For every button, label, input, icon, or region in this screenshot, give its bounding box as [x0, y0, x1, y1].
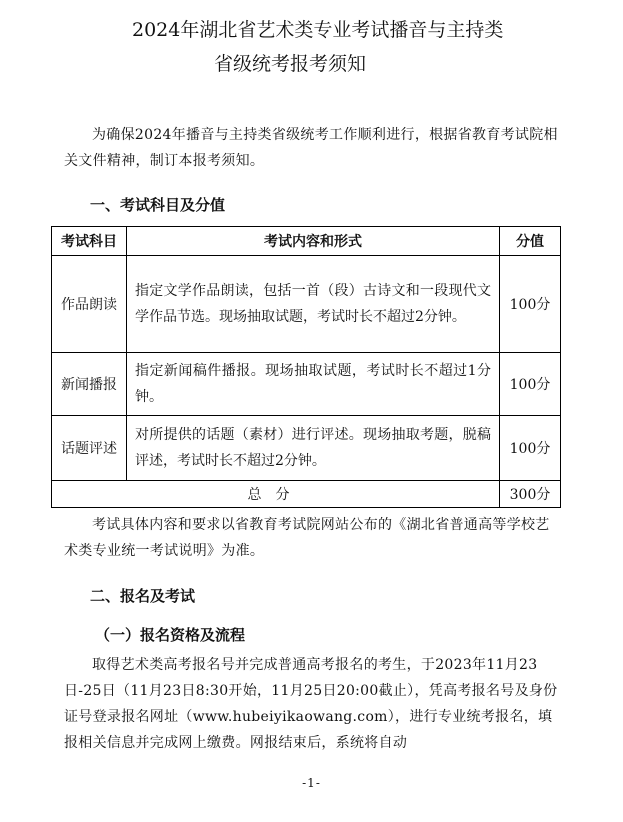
- intro-paragraph: 为确保2024年播音与主持类省级统考工作顺利进行，根据省教育考试院相关文件精神，制订本报考须知。: [64, 127, 558, 169]
- score-cell: 100分: [500, 353, 561, 416]
- subsection-heading: （一）报名资格及流程: [95, 626, 246, 644]
- table-header-cell: 考试科目: [52, 227, 127, 256]
- subject-cell: 新闻播报: [52, 353, 127, 416]
- total-score-cell: 300分: [500, 481, 561, 508]
- registration-paragraph: 取得艺术类高考报名号并完成普通高考报名的考生，于2023年11月23日-25日（11月23日8:30开始，11月25日20:00截止），凭高考报名号及身份证号登录报名网址（www.hubeiyikaowang.com），进行专业统考报名，填报相关信息并完成网上缴费。网报结束后，系统将自动: [64, 657, 558, 751]
- content-cell: 指定文学作品朗读，包括一首（段）古诗文和一段现代文学作品节选。现场抽取试题，考试时长不超过2分钟。: [127, 256, 500, 353]
- table-row: [52, 256, 561, 353]
- table-total-row: [52, 481, 561, 508]
- table-row: [52, 353, 561, 416]
- score-cell: 100分: [500, 416, 561, 481]
- score-cell: 100分: [500, 256, 561, 353]
- table-header-cell: 分值: [500, 227, 561, 256]
- title-line1-text: 2024年湖北省艺术类专业考试播音与主持类: [132, 19, 504, 41]
- content-cell: 对所提供的话题（素材）进行评述。现场抽取考题，脱稿评述，考试时长不超过2分钟。: [127, 416, 500, 481]
- subject-cell: 作品朗读: [52, 256, 127, 353]
- total-label-cell: 总分: [52, 481, 500, 508]
- table-row: [52, 416, 561, 481]
- exam-subjects-table: [51, 226, 561, 508]
- subject-cell: 话题评述: [52, 416, 127, 481]
- section1-heading: 一、考试科目及分值: [90, 196, 226, 214]
- section2-heading: 二、报名及考试: [90, 587, 196, 605]
- table-header-row: [52, 227, 561, 256]
- exam-note-paragraph: 考试具体内容和要求以省教育考试院网站公布的《湖北省普通高等学校艺术类专业统一考试说明》为准。: [64, 517, 550, 559]
- table-header-cell: 考试内容和形式: [127, 227, 500, 256]
- content-cell: 指定新闻稿件播报。现场抽取试题，考试时长不超过1分钟。: [127, 353, 500, 416]
- document-title-line2: 省级统考报考须知: [214, 53, 367, 75]
- page-number: -1-: [302, 776, 321, 790]
